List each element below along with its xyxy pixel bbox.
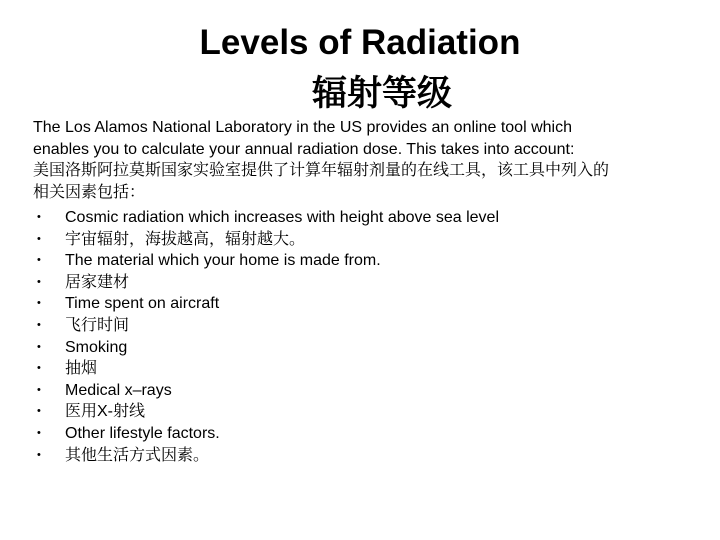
list-item <box>33 423 499 445</box>
bullet-icon: • <box>37 426 41 439</box>
bullet-icon: • <box>37 405 41 418</box>
list-item <box>33 358 499 380</box>
list-item <box>33 337 499 359</box>
list-item-text: 宇宙辐射，海拔越高，辐射越大。 <box>65 230 306 248</box>
list-item <box>33 207 499 229</box>
list-item-text: 医用X-射线 <box>65 403 146 421</box>
list-item-text: 抽烟 <box>65 360 98 378</box>
list-item <box>33 445 499 467</box>
list-item-text: Other lifestyle factors. <box>65 424 220 442</box>
bullet-icon: • <box>37 318 41 331</box>
bullet-icon: • <box>37 297 41 310</box>
list-item-text: Medical x–rays <box>65 381 172 399</box>
bullet-icon: • <box>37 362 41 375</box>
list-item <box>33 250 499 272</box>
bullet-icon: • <box>37 211 41 223</box>
list-item-text: 飞行时间 <box>65 316 130 334</box>
bullet-icon: • <box>37 448 41 461</box>
list-item-text: The material which your home is made from. <box>65 252 381 270</box>
list-item-text: Smoking <box>65 338 128 356</box>
bullet-icon: • <box>37 275 41 288</box>
slide-title-chinese: 辐射等级 <box>312 74 453 113</box>
list-item <box>33 315 499 337</box>
bullet-icon: • <box>37 340 41 353</box>
intro-line-en-2: enables you to calculate your annual radiation dose. This takes into account: <box>33 140 575 158</box>
bullet-icon: • <box>37 232 41 245</box>
intro-line-en-1: The Los Alamos National Laboratory in the US provides an online tool which <box>33 119 572 136</box>
intro-line-zh-2: 相关因素包括： <box>33 183 146 201</box>
intro-paragraph <box>33 117 713 203</box>
list-item-text: Cosmic radiation which increases with height above sea level <box>65 209 499 226</box>
list-item <box>33 272 499 294</box>
list-item-text: 居家建材 <box>65 273 130 291</box>
slide-title: Levels of Radiation <box>199 23 521 62</box>
intro-line-zh-1: 美国洛斯阿拉莫斯国家实验室提供了计算年辐射剂量的在线工具，该工具中列入的 <box>33 162 610 179</box>
list-item <box>33 401 499 423</box>
factor-list <box>33 207 499 466</box>
list-item <box>33 380 499 402</box>
list-item-text: Time spent on aircraft <box>65 295 220 313</box>
list-item-text: 其他生活方式因素。 <box>65 446 210 464</box>
list-item <box>33 293 499 315</box>
bullet-icon: • <box>37 254 41 267</box>
list-item <box>33 229 499 251</box>
bullet-icon: • <box>37 383 41 396</box>
